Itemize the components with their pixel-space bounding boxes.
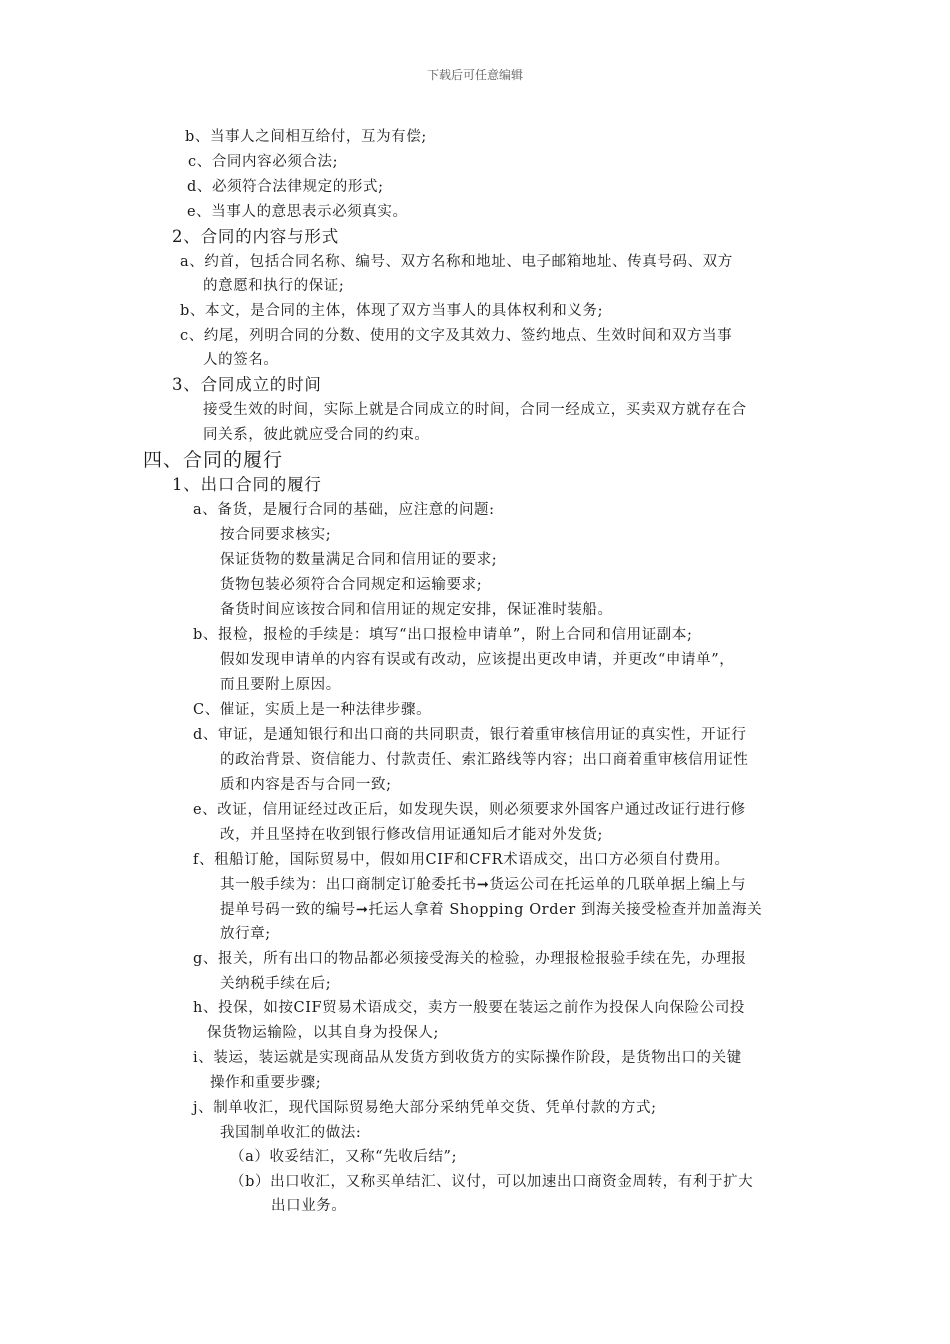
sub-item: 按合同要求核实; <box>220 527 332 543</box>
sub-item-a: （a）收妥结汇，又称“先收后结”; <box>230 1149 458 1165</box>
list-item-a: a、约首，包括合同名称、编号、双方名称和地址、电子邮箱地址、传真号码、双方 <box>180 254 733 270</box>
list-item-b: b、当事人之间相互给付，互为有偿; <box>185 129 427 145</box>
list-item-g-cont: 关纳税手续在后; <box>220 976 332 992</box>
page-header: 下载后可任意编辑 <box>426 68 523 82</box>
sub-item: 保证货物的数量满足合同和信用证的要求; <box>220 552 498 568</box>
list-item-i-cont: 操作和重要步骤; <box>210 1075 322 1091</box>
list-item-i: i、装运，装运就是实现商品从发货方到收货方的实际操作阶段，是货物出口的关键 <box>193 1050 742 1066</box>
section-heading-3: 3、合同成立的时间 <box>172 375 322 394</box>
chapter-heading: 四、合同的履行 <box>143 449 284 471</box>
list-item-f-cont: 其一般手续为：出口商制定订舱委托书➞货运公司在托运单的几联单据上编上与 <box>220 877 747 893</box>
sub-item-b-cont: 出口业务。 <box>271 1198 347 1214</box>
list-item-a-cont: 的意愿和执行的保证; <box>203 278 345 294</box>
list-item-d: d、必须符合法律规定的形式; <box>187 179 384 195</box>
list-item-b-cont: 假如发现申请单的内容有误或有改动，应该提出更改申请，并更改“申请单”， <box>220 652 735 668</box>
list-item-d: d、审证，是通知银行和出口商的共同职责，银行着重审核信用证的真实性，开证行 <box>193 727 747 743</box>
paragraph-cont: 同关系，彼此就应受合同的约束。 <box>203 427 430 443</box>
list-item-g: g、报关，所有出口的物品都必须接受海关的检验，办理报检报验手续在先，办理报 <box>193 951 747 967</box>
sub-item: 货物包装必须符合合同规定和运输要求; <box>220 577 483 593</box>
list-item-b: b、本文，是合同的主体，体现了双方当事人的具体权利和义务; <box>180 303 604 319</box>
list-item-j: j、制单收汇，现代国际贸易绝大部分采纳凭单交货、凭单付款的方式; <box>193 1100 657 1116</box>
list-item-c: c、约尾，列明合同的分数、使用的文字及其效力、签约地点、生效时间和双方当事 <box>180 328 733 344</box>
list-item-b: b、报检，报检的手续是：填写“出口报检申请单”，附上合同和信用证副本; <box>193 627 693 643</box>
list-item-e: e、改证，信用证经过改正后，如发现失误，则必须要求外国客户通过改证行进行修 <box>193 802 746 818</box>
list-item-e-cont: 改，并且坚持在收到银行修改信用证通知后才能对外发货; <box>220 827 603 843</box>
list-item-d-cont: 的政治背景、资信能力、付款责任、索汇路线等内容；出口商着重审核信用证性 <box>220 752 749 768</box>
list-item-f-cont: 放行章; <box>220 926 271 942</box>
list-item-a: a、备货，是履行合同的基础，应注意的问题: <box>193 502 495 518</box>
list-item-b-cont: 而且要附上原因。 <box>220 677 341 693</box>
section-heading-2: 2、合同的内容与形式 <box>172 227 339 246</box>
paragraph: 接受生效的时间，实际上就是合同成立的时间，合同一经成立，买卖双方就存在合 <box>203 402 747 418</box>
list-item-c: c、合同内容必须合法; <box>188 154 339 170</box>
list-item-j-cont: 我国制单收汇的做法: <box>220 1125 362 1141</box>
section-heading-1: 1、出口合同的履行 <box>172 475 322 494</box>
list-item-f: f、租船订舱，国际贸易中，假如用CIF和CFR术语成交，出口方必须自付费用。 <box>193 852 730 868</box>
list-item-h-cont: 保货物运输险，以其自身为投保人; <box>207 1025 439 1041</box>
sub-item-b: （b）出口收汇，又称买单结汇、议付，可以加速出口商资金周转，有利于扩大 <box>230 1174 754 1190</box>
sub-item: 备货时间应该按合同和信用证的规定安排，保证准时装船。 <box>220 602 613 618</box>
list-item-c: C、催证，实质上是一种法律步骤。 <box>193 702 432 718</box>
list-item-e: e、当事人的意思表示必须真实。 <box>187 204 408 220</box>
list-item-d-cont: 质和内容是否与合同一致; <box>220 777 392 793</box>
list-item-h: h、投保，如按CIF贸易术语成交，卖方一般要在装运之前作为投保人向保险公司投 <box>193 1000 746 1016</box>
list-item-f-cont: 提单号码一致的编号➞托运人拿着 Shopping Order 到海关接受检查并加盖海关 <box>220 902 763 918</box>
list-item-c-cont: 人的签名。 <box>203 352 279 368</box>
